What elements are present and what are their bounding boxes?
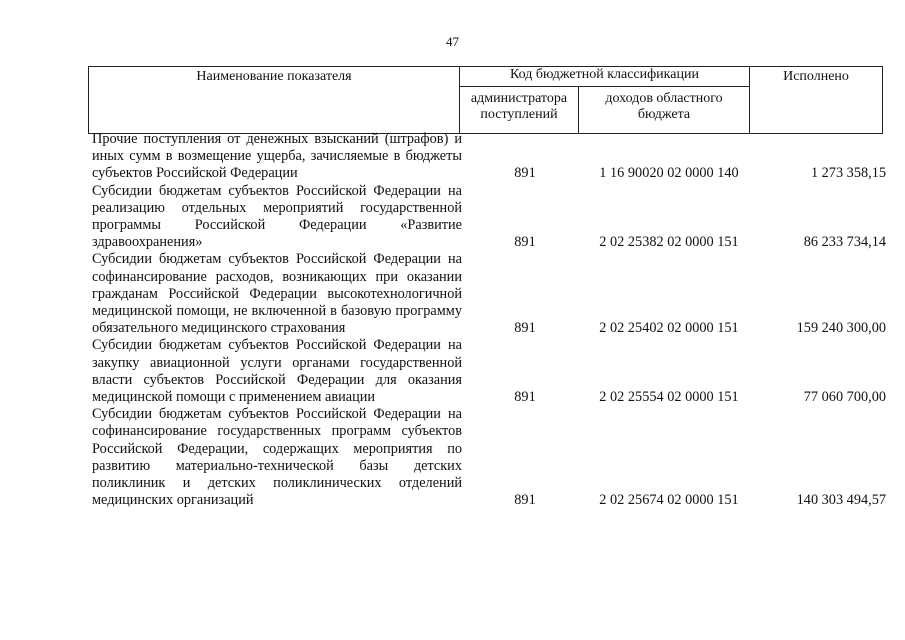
table-row	[88, 251, 888, 337]
row-admin-code: 891	[514, 492, 536, 509]
row-amount: 159 240 300,00	[796, 320, 886, 337]
row-amount: 86 233 734,14	[803, 234, 886, 251]
row-admin-code: 891	[514, 389, 536, 406]
row-name: Субсидии бюджетам субъектов Российской Федерации на софинансирование расходов, возникающих при оказании гражданам Российской Федерации высокотехнологичной медицинской помощи, не включенной в базовую программу обязательного медицинского страхования	[92, 251, 462, 337]
row-amount: 140 303 494,57	[796, 492, 886, 509]
row-name: Субсидии бюджетам субъектов Российской Федерации на закупку авиационной услуги органами государственной власти субъектов Российской Федерации для оказания медицинской помощи с применением авиации	[92, 337, 462, 406]
row-name: Прочие поступления от денежных взысканий (штрафов) и иных сумм в возмещение ущерба, зачисляемые в бюджеты субъектов Российской Федерации	[92, 131, 462, 182]
header-executed: Исполнено	[750, 67, 883, 134]
table-row	[88, 337, 888, 406]
row-admin-code: 891	[514, 320, 536, 337]
page-number: 47	[446, 34, 459, 49]
row-amount: 77 060 700,00	[803, 389, 886, 406]
row-amount: 1 273 358,15	[810, 165, 886, 182]
row-income-code: 2 02 25382 02 0000 151	[599, 234, 739, 251]
header-admin: администратора поступлений	[460, 87, 579, 134]
row-name: Субсидии бюджетам субъектов Российской Федерации на реализацию отдельных мероприятий государственной программы Российской Федерации «Развитие здравоохранения»	[92, 182, 462, 251]
row-income-code: 1 16 90020 02 0000 140	[599, 165, 739, 182]
row-admin-code: 891	[514, 234, 536, 251]
data-table	[88, 131, 888, 509]
row-admin-code: 891	[514, 165, 536, 182]
row-name: Субсидии бюджетам субъектов Российской Федерации на софинансирование государственных программ субъектов Российской Федерации, содержащих мероприятия по развитию материально-технической базы детских поликлиник и детских поликлинических отделений медицинских организаций	[92, 406, 462, 509]
table-row	[88, 131, 888, 183]
header-code-group: Код бюджетной классификации	[460, 67, 750, 87]
row-income-code: 2 02 25554 02 0000 151	[599, 389, 739, 406]
header-income: доходов областного бюджета	[579, 87, 750, 134]
header-name: Наименование показателя	[89, 67, 460, 134]
table-header	[88, 66, 883, 134]
row-income-code: 2 02 25674 02 0000 151	[599, 492, 739, 509]
table-row	[88, 406, 888, 509]
table-row	[88, 183, 888, 252]
row-income-code: 2 02 25402 02 0000 151	[599, 320, 739, 337]
